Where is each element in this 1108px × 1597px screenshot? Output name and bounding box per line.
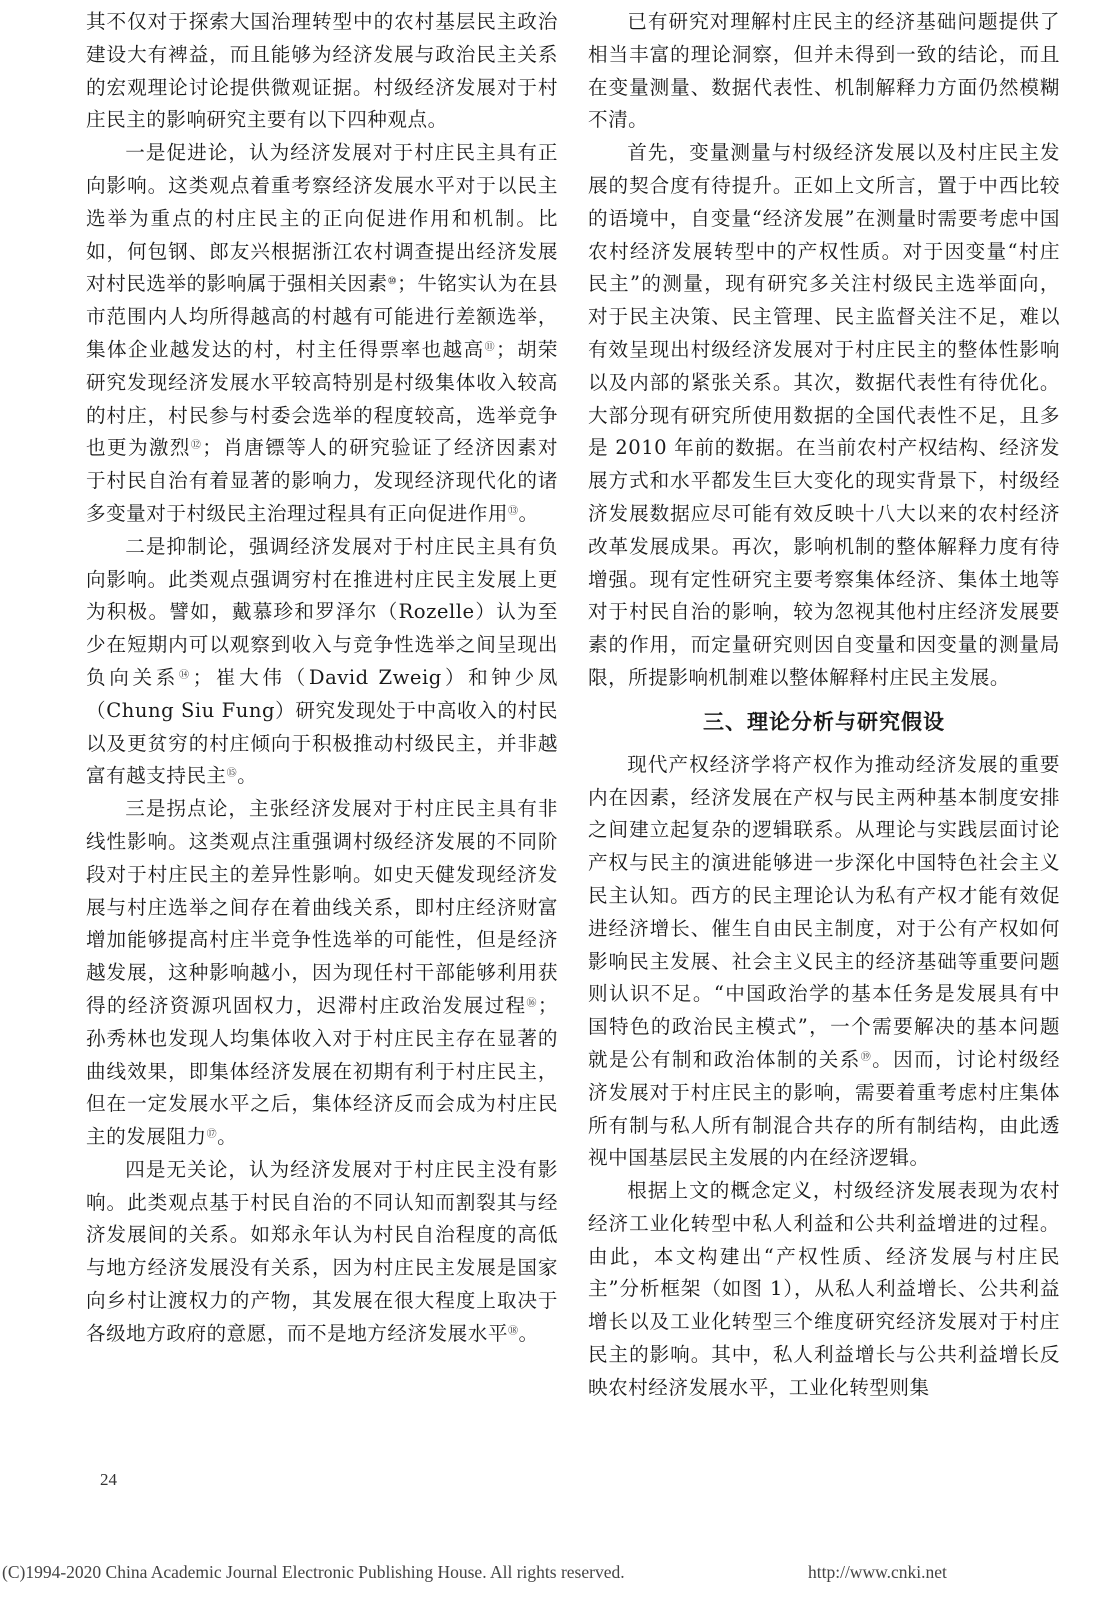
- footnote-marker: ⑫: [190, 440, 203, 452]
- footnote-marker: ⑩: [387, 276, 398, 288]
- footnote-marker: ⑪: [484, 341, 496, 353]
- paragraph-review-summary: 已有研究对理解村庄民主的经济基础问题提供了相当丰富的理论洞察，但并未得到一致的结论，而且在变量测量、数据代表性、机制解释力方面仍然模糊不清。: [588, 10, 1060, 132]
- footnote-marker: ⑬: [507, 505, 519, 517]
- paragraph-limitations: 首先，变量测量与村级经济发展以及村庄民主发展的契合度有待提升。正如上文所言，置于中西比较的语境中，自变量“经济发展”在测量时需要考虑中国农村经济发展转型中的产权性质。对于因变量“村庄民主”的测量，现有研究多关注村级民主选举面向，对于民主决策、民主管理、民主监督关注不足，难以有效呈现出村级经济发展对于村庄民主的整体性影响以及内部的紧张关系。其次，数据代表性有待优化。大部分现有研究所使用数据的全国代表性不足，且多是 2010 年前的数据。在当前农村产权结构、经济发展方式和水平都发生巨大变化的现实背景下，村级经济发展数据应尽可能有效反映十八大以来的农村经济改革发展成果。再次，影响机制的整体解释力度有待增强。现有定性研究主要考察集体经济、集体土地等对于村民自治的影响，较为忽视其他村庄经济发展要素的作用，而定量研究则因自变量和因变量的测量局限，所提影响机制难以整体解释村庄民主发展。: [588, 141, 1060, 689]
- footnote-marker: ⑱: [507, 1325, 519, 1337]
- page-number: 24: [100, 1470, 117, 1489]
- paragraph-turning-point-view: 三是拐点论，主张经济发展对于村庄民主具有非线性影响。这类观点注重强调村级经济发展的不同阶段对于村庄民主的差异性影响。如史天健发现经济发展与村庄选举之间存在着曲线关系，即村庄经济财富增加能够提高村庄半竞争性选举的可能性，但是经济越发展，这种影响越小，因为现任村干部能够利用获得的经济资源巩固权力，迟滞村庄政治发展过程⑯；孙秀林也发现人均集体收入对于村庄民主存在显著的曲线效果，即集体经济发展在初期有利于村庄民主，但在一定发展水平之后，集体经济反而会成为村庄民主的发展阻力⑰。: [86, 797, 559, 1149]
- copyright-notice: (C)1994-2020 China Academic Journal Electronic Publishing House. All rights reserved.: [2, 1562, 625, 1582]
- left-column: [86, 6, 558, 1351]
- footer-url: http://www.cnki.net: [808, 1562, 947, 1582]
- paragraph-irrelevance-view: 四是无关论，认为经济发展对于村庄民主没有影响。此类观点基于村民自治的不同认知而割裂其与经济发展间的关系。如郑永年认为村民自治程度的高低与地方经济发展没有关系，因为村庄民主发展是国家向乡村让渡权力的产物，其发展在很大程度上取决于各级地方政府的意愿，而不是地方经济发展水平⑱。: [86, 1157, 558, 1345]
- right-column: [588, 6, 1060, 1405]
- footnote-marker: ⑯: [526, 997, 538, 1009]
- footnote-marker: ⑲: [860, 1051, 873, 1063]
- footnote-marker: ⑰: [206, 1129, 218, 1141]
- paragraph-intro-cont: 其不仅对于探索大国治理转型中的农村基层民主政治建设大有裨益，而且能够为经济发展与政治民主关系的宏观理论讨论提供微观证据。村级经济发展对于村庄民主的影响研究主要有以下四种观点。: [86, 10, 558, 132]
- paragraph-inhibition-view: 二是抑制论，强调经济发展对于村庄民主具有负向影响。此类观点强调穷村在推进村庄民主发展上更为积极。譬如，戴慕珍和罗泽尔（Rozelle）认为至少在短期内可以观察到收入与竞争性选举之间呈现出负向关系⑭；崔大伟（David Zweig）和钟少凤（Chung Siu Fung）研究发现处于中高收入的村民以及更贫穷的村庄倾向于积极推动村级民主，并非越富有越支持民主⑮。: [86, 534, 559, 788]
- paragraph-promotion-view: 一是促进论，认为经济发展对于村庄民主具有正向影响。这类观点着重考察经济发展水平对于以民主选举为重点的村庄民主的正向促进作用和机制。比如，何包钢、郎友兴根据浙江农村调查提出经济发展对村民选举的影响属于强相关因素⑩；牛铭实认为在县市范围内人均所得越高的村越有可能进行差额选举，集体企业越发达的村，村主任得票率也越高⑪；胡荣研究发现经济发展水平较高特别是村级集体收入较高的村庄，村民参与村委会选举的程度较高，选举竞争也更为激烈⑫；肖唐镖等人的研究验证了经济因素对于村民自治有着显著的影响力，发现经济现代化的诸多变量对于村级民主治理过程具有正向促进作用⑬。: [86, 141, 559, 525]
- footnote-marker: ⑭: [178, 669, 193, 681]
- paragraph-framework: 根据上文的概念定义，村级经济发展表现为农村经济工业化转型中私人利益和公共利益增进的过程。由此，本文构建出“产权性质、经济发展与村庄民主”分析框架（如图 1），从私人利益增长、公共利益增长以及工业化转型三个维度研究经济发展对于村庄民主的影响。其中，私人利益增长与公共利益增长反映农村经济发展水平，工业化转型则集: [588, 1179, 1060, 1399]
- footnote-marker: ⑮: [226, 768, 238, 780]
- paragraph-property-rights: 现代产权经济学将产权作为推动经济发展的重要内在因素，经济发展在产权与民主两种基本制度安排之间建立起复杂的逻辑联系。从理论与实践层面讨论产权与民主的演进能够进一步深化中国特色社会主义民主认知。西方的民主理论认为私有产权才能有效促进经济增长、催生自由民主制度，对于公有产权如何影响民主发展、社会主义民主的经济基础等重要问题则认识不足。“中国政治学的基本任务是发展具有中国特色的政治民主模式”，一个需要解决的基本问题就是公有制和政治体制的关系⑲。因而，讨论村级经济发展对于村庄民主的影响，需要着重考虑村庄集体所有制与私人所有制混合共存的所有制结构，由此透视中国基层民主发展的内在经济逻辑。: [588, 752, 1061, 1170]
- section-heading: 三、理论分析与研究假设: [703, 709, 945, 734]
